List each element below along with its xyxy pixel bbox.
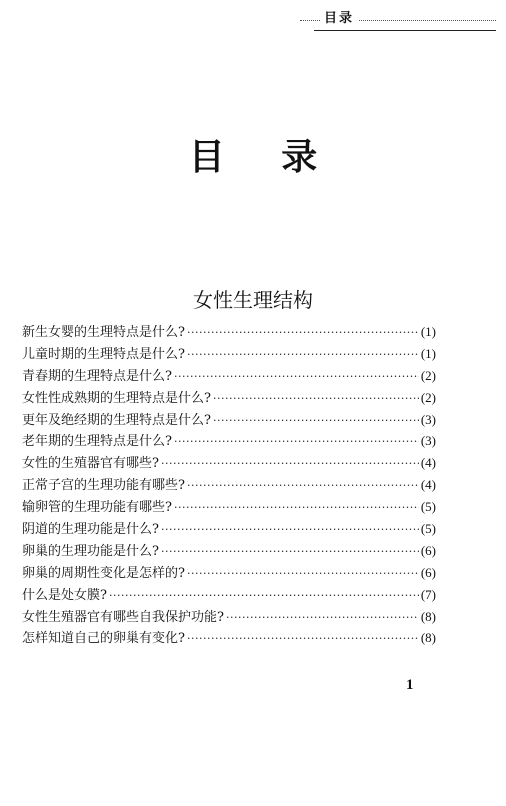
toc-entry-text: 阴道的生理功能是什么? [22, 522, 159, 538]
toc-entry[interactable] [22, 584, 436, 606]
toc-entry-text: 更年及绝经期的生理特点是什么? [22, 412, 211, 428]
toc-entry-page: (4) [420, 477, 436, 493]
toc-entry[interactable] [22, 343, 436, 365]
toc-dot-leader [187, 344, 419, 366]
toc-entry-page: (3) [420, 411, 436, 427]
section-heading: 女性生理结构 [193, 288, 313, 312]
toc-dot-leader [161, 541, 419, 563]
toc-entry-page: (5) [420, 521, 436, 537]
toc-dot-leader [187, 628, 419, 650]
toc-entry[interactable] [22, 409, 436, 431]
running-header [300, 10, 496, 32]
toc-entry-page: (5) [420, 499, 436, 515]
toc-dot-leader [213, 388, 419, 410]
toc-entry[interactable] [22, 627, 436, 649]
toc-entry-page: (1) [420, 345, 436, 361]
toc-entry-text: 卵巢的生理功能是什么? [22, 543, 159, 559]
toc-entry[interactable] [22, 365, 436, 387]
toc-entry[interactable] [22, 474, 436, 496]
toc-entry-page: (3) [420, 433, 436, 449]
page-title: 目 录 [188, 137, 340, 178]
toc-dot-leader [161, 519, 419, 541]
toc-entry-page: (7) [420, 586, 436, 602]
toc-entry-page: (2) [420, 389, 436, 405]
toc-entry[interactable] [22, 321, 436, 343]
toc-entry-text: 女性的生殖器官有哪些? [22, 456, 159, 472]
toc-dot-leader [226, 607, 419, 629]
toc-entry-text: 老年期的生理特点是什么? [22, 434, 172, 450]
toc-dot-leader [213, 410, 419, 432]
toc-entry-text: 输卵管的生理功能有哪些? [22, 500, 172, 516]
toc-entry[interactable] [22, 540, 436, 562]
toc-dot-leader [187, 563, 419, 585]
toc-entry-text: 青春期的生理特点是什么? [22, 368, 172, 384]
toc-entry-text: 女性生殖器官有哪些自我保护功能? [22, 609, 224, 625]
toc-entry-page: (1) [420, 324, 436, 339]
toc-dot-leader [174, 366, 419, 388]
toc-entry[interactable] [22, 562, 436, 584]
toc-dot-leader [109, 585, 419, 607]
toc-entry-page: (8) [420, 630, 436, 646]
toc-entry-text: 卵巢的周期性变化是怎样的? [22, 565, 185, 581]
toc-entry[interactable] [22, 606, 436, 628]
toc-dot-leader [174, 431, 419, 453]
toc-list [22, 321, 436, 649]
toc-entry-text: 儿童时期的生理特点是什么? [22, 346, 185, 362]
toc-dot-leader [174, 497, 419, 519]
running-header-label: 目录 [320, 11, 358, 27]
toc-entry-text: 怎样知道自己的卵巢有变化? [22, 631, 185, 647]
toc-dot-leader [187, 475, 419, 497]
toc-entry-text: 女性性成熟期的生理特点是什么? [22, 390, 211, 406]
toc-entry-text: 什么是处女膜? [22, 587, 107, 603]
toc-entry[interactable] [22, 518, 436, 540]
toc-entry[interactable] [22, 496, 436, 518]
toc-entry-page: (2) [420, 367, 436, 383]
toc-entry-page: (6) [420, 542, 436, 558]
toc-dot-leader [161, 453, 419, 475]
toc-entry-text: 正常子宫的生理功能有哪些? [22, 478, 185, 494]
header-rule [314, 30, 496, 31]
toc-entry[interactable] [22, 430, 436, 452]
toc-entry[interactable] [22, 452, 436, 474]
toc-entry-page: (4) [420, 455, 436, 471]
page-number: 1 [406, 677, 414, 693]
toc-dot-leader [187, 322, 419, 344]
toc-entry-page: (8) [420, 608, 436, 624]
toc-entry[interactable] [22, 387, 436, 409]
toc-entry-page: (6) [420, 564, 436, 580]
toc-entry-text: 新生女婴的生理特点是什么? [22, 325, 185, 340]
